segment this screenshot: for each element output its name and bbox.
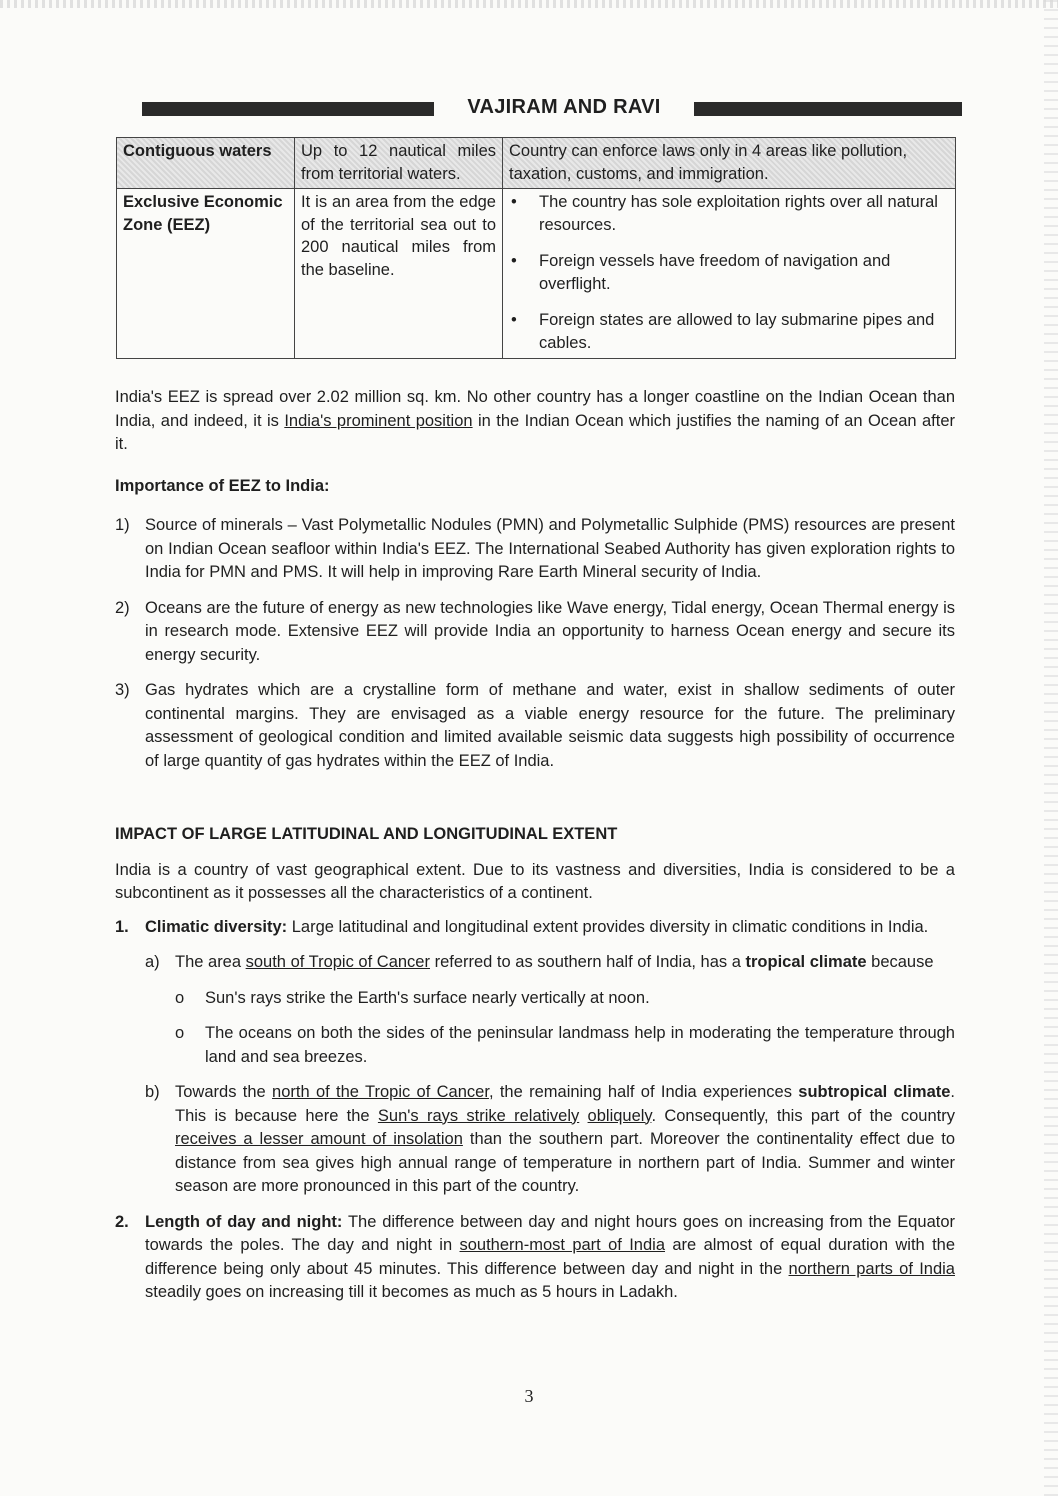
page-number: 3	[524, 1386, 534, 1406]
table-row	[117, 189, 956, 359]
scan-noise-right	[1044, 0, 1058, 1496]
scan-noise-top	[0, 0, 1058, 8]
main-content	[115, 386, 955, 1305]
list-item: 1) Source of minerals – Vast Polymetallic Nodules (PMN) and Polymetallic Sulphide (PMS) resources are present on Indian Ocean seafloor within India's EEZ. The International Seabed Authority has given exploration rights to India for PMN and PMS. It will help in improving Rare Earth Mineral security of India.	[115, 516, 955, 581]
extent-cell: It is an area from the edge of the territorial sea out to 200 nautical miles from the baseline.	[295, 189, 503, 359]
zone-cell: Contiguous waters	[117, 138, 295, 189]
list-item: 3) Gas hydrates which are a crystalline form of methane and water, exist in shallow sediments of outer continental margins. They are envisaged as a viable energy resource for the future. The preliminary assessment of geological condition and limited available seismic data suggests high possibility of occurrence of large quantity of gas hydrates within the EEZ of India.	[115, 681, 955, 770]
impact-intro: India is a country of vast geographical extent. Due to its vastness and diversities, India is considered to be a subcontinent as it possesses all the characteristics of a continent.	[115, 860, 955, 902]
page-header	[142, 96, 962, 126]
extent-cell: Up to 12 nautical miles from territorial waters.	[295, 138, 503, 189]
list-item: o The oceans on both the sides of the peninsular landmass help in moderating the temperature through land and sea breezes.	[175, 1024, 955, 1066]
header-bar-right	[694, 102, 962, 116]
rights-cell: Country can enforce laws only in 4 areas like pollution, taxation, customs, and immigration.	[503, 138, 956, 189]
list-item: • The country has sole exploitation rights over all natural resources.	[509, 191, 949, 236]
eez-paragraph: India's EEZ is spread over 2.02 million sq. km. No other country has a longer coastline on the Indian Ocean than India, and indeed, it is India's prominent position in the Indian Ocean which justifies the naming of an Ocean after it.	[115, 388, 956, 453]
list-item: 1. Climatic diversity: Large latitudinal and longitudinal extent provides diversity in climatic conditions in India. a) The area south of Tropic of Cancer referred to as southern half of India, has a tropical climate because o Sun's rays strike the Earth's surface nearly vertically at noon. o The oceans on both the sides of the peninsular landmass help in moderating the temperature through land and sea breezes. b) Towards the north of the Tropic of Cancer, the remaining half of India experiences subtropical climate. This is because here the Sun's rays strike relatively obliquely. Consequently, this part of the country receives a lesser amount of insolation than the southern part. Moreover the continentality effect due to distance from sea gives high annual range of temperature in northern part of India. Summer and winter season are more pronounced in this part of the country.	[115, 916, 955, 1199]
list-item: o Sun's rays strike the Earth's surface nearly vertically at noon.	[175, 988, 650, 1007]
rights-cell	[503, 189, 956, 359]
header-bar-left	[142, 102, 434, 116]
zone-cell: Exclusive Economic Zone (EEZ)	[117, 189, 295, 359]
header-title: VAJIRAM AND RAVI	[467, 96, 661, 118]
maritime-zones-table	[116, 137, 956, 359]
importance-heading: Importance of EEZ to India:	[115, 476, 330, 495]
list-item: • Foreign vessels have freedom of navigation and overflight.	[509, 250, 949, 295]
list-item: • Foreign states are allowed to lay submarine pipes and cables.	[509, 309, 949, 354]
list-item: 2) Oceans are the future of energy as new technologies like Wave energy, Tidal energy, Ocean Thermal energy is in research mode. Extensive EEZ will provide India an opportunity to harness Ocean energy and secure its energy security.	[115, 598, 955, 664]
list-item: a) The area south of Tropic of Cancer referred to as southern half of India, has a tropical climate because o Sun's rays strike the Earth's surface nearly vertically at noon. o The oceans on both the sides of the peninsular landmass help in moderating the temperature through land and sea breezes.	[145, 951, 955, 1069]
rights-list	[509, 191, 949, 354]
list-item: b) Towards the north of the Tropic of Cancer, the remaining half of India experiences subtropical climate. This is because here the Sun's rays strike relatively obliquely. Consequently, this part of the country receives a lesser amount of insolation than the southern part. Moreover the continentality effect due to distance from sea gives high annual range of temperature in northern part of India. Summer and winter season are more pronounced in this part of the country.	[145, 1083, 956, 1195]
impact-heading: IMPACT OF LARGE LATITUDINAL AND LONGITUDINAL EXTENT	[115, 825, 618, 843]
list-item: 2. Length of day and night: The difference between day and night hours goes on increasing from the Equator towards the poles. The day and night in southern-most part of India are almost of equal duration with the difference being only about 45 minutes. This difference between day and night in the northern parts of India steadily goes on increasing till it becomes as much as 5 hours in Ladakh.	[115, 1212, 956, 1301]
table-row	[117, 138, 956, 189]
